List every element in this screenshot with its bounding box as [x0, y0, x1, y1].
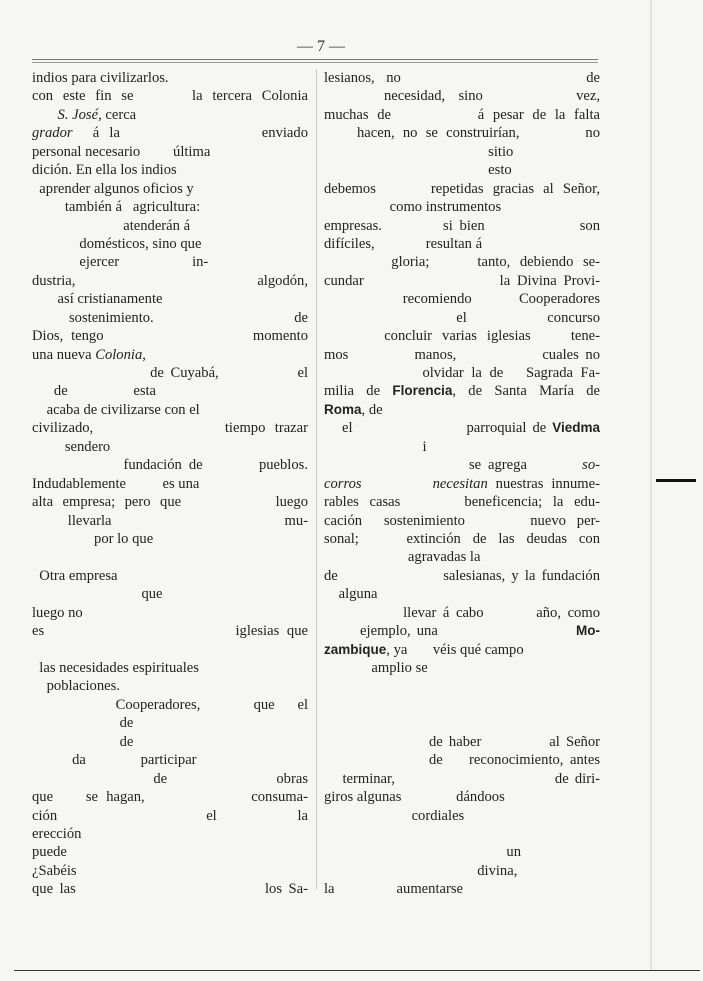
text-line-content: dición. En ella los indios: [32, 161, 308, 179]
text-line: [32, 309, 308, 327]
text-line: [32, 880, 308, 898]
text-line-content: rables casas beneficencia; la edu-: [324, 494, 600, 511]
left-column: [32, 69, 308, 899]
text-line-content: de reconocimiento, antes: [324, 752, 600, 769]
text-line-content: con este fin se la tercera Colonia: [32, 88, 308, 105]
text-line-content: de obras: [32, 770, 308, 787]
text-line: [32, 770, 308, 788]
text-line-content: indios para civilizarlos.: [32, 69, 308, 87]
text-line: [32, 346, 308, 364]
text-line-content: esto: [324, 161, 600, 179]
text-line: [32, 714, 308, 732]
text-line: [324, 843, 600, 861]
text-line-content: S. José, cerca: [32, 106, 308, 124]
text-line-content: personal necesario última: [32, 143, 308, 161]
text-line-content: el concurso: [324, 309, 600, 326]
text-line-content: sonal; extinción de las deudas con: [324, 530, 600, 547]
text-line-content: debemos repetidas gracias al Señor,: [324, 180, 600, 197]
text-line: [324, 530, 600, 548]
text-line-content: las necesidades espirituales: [32, 659, 308, 677]
text-line-content: cundar la Divina Provi-: [324, 272, 600, 289]
header-rule-second: [32, 62, 598, 63]
text-line: [324, 659, 600, 677]
text-line-content: difíciles, resultan á: [324, 235, 600, 253]
text-line-content: de salesianas, y la fundación: [324, 567, 600, 584]
text-line: [32, 530, 308, 548]
text-line-content: poblaciones.: [32, 677, 308, 695]
text-line: [324, 161, 600, 179]
text-line-content: que se hagan, consuma-: [32, 789, 308, 806]
text-line: [324, 69, 600, 87]
text-line: [32, 253, 308, 271]
text-line: [324, 788, 600, 806]
text-line: [32, 696, 308, 714]
text-line: [324, 807, 600, 825]
text-line-content: como instrumentos: [324, 198, 600, 216]
text-line-content: de: [32, 733, 308, 751]
text-line-content: puede: [32, 843, 308, 861]
text-line-content: agravadas la: [324, 548, 600, 566]
text-line-content: ejercer in-: [32, 253, 308, 271]
text-line-content: llevar á cabo año, como: [324, 604, 600, 621]
text-line: [324, 733, 600, 751]
text-line-content: Cooperadores, que el: [32, 696, 308, 713]
footer-rule: [14, 970, 700, 971]
text-line-content: sitio: [324, 143, 600, 161]
text-line: [32, 677, 308, 695]
text-line: [324, 364, 600, 382]
text-line: [32, 161, 308, 179]
text-line-content: milia de Florencia, de Santa María de: [324, 383, 600, 400]
text-line: [32, 585, 308, 603]
text-line: [324, 87, 600, 105]
text-line-content: alta empresa; pero que luego: [32, 494, 308, 511]
text-line-content: gloria; tanto, debiendo se-: [324, 254, 600, 271]
text-line: [32, 401, 308, 419]
text-line-content: Otra empresa: [32, 567, 308, 585]
text-line: [324, 475, 600, 493]
text-line-content: muchas de á pesar de la falta: [324, 106, 600, 123]
text-line-content: dustria, algodón,: [32, 272, 308, 289]
text-line: [32, 604, 308, 622]
text-line: [324, 346, 600, 364]
column-gutter: [316, 69, 317, 889]
header-rule: [32, 59, 598, 60]
text-line-content: atenderán á: [32, 217, 308, 235]
text-line-content: la aumentarse: [324, 880, 600, 898]
text-line-content: de Cuyabá, el: [32, 365, 308, 381]
scan-edge-shadow: [650, 0, 652, 970]
text-line-content: así cristianamente: [32, 290, 308, 308]
text-line: [324, 419, 600, 437]
text-line-content: el parroquial de Viedma: [324, 420, 600, 437]
text-line: [32, 364, 308, 382]
text-line: [324, 641, 600, 659]
text-line: [32, 825, 308, 843]
text-line: [32, 327, 308, 345]
text-line-content: Dios, tengo momento: [32, 328, 308, 345]
text-line: [324, 180, 600, 198]
text-line-content: recomiendo Cooperadores: [324, 291, 600, 308]
text-line-content: olvidar la de Sagrada Fa-: [324, 365, 600, 381]
text-line-content: concluir varias iglesias tene-: [324, 328, 600, 345]
text-line: [324, 567, 600, 585]
text-line: [324, 714, 600, 732]
text-line: [32, 862, 308, 880]
text-line-content: por lo que: [32, 530, 308, 548]
text-line: [324, 696, 600, 714]
text-line: [324, 585, 600, 603]
text-line: [324, 143, 600, 161]
text-line-content: que: [32, 585, 308, 603]
text-line-content: terminar, de diri-: [324, 770, 600, 787]
text-line: [324, 548, 600, 566]
text-line: [324, 880, 600, 898]
text-line-content: i: [324, 438, 600, 456]
text-line-content: una nueva Colonia,: [32, 346, 308, 364]
text-line: [32, 493, 308, 511]
text-line: [32, 512, 308, 530]
text-line-content: que las los Sa-: [32, 881, 308, 898]
text-line-content: ción el la: [32, 807, 308, 824]
text-line: [324, 290, 600, 308]
text-line-content: fundación de pueblos.: [32, 457, 308, 474]
text-line: [32, 622, 308, 640]
text-line: [324, 770, 600, 788]
text-line-content: de esta: [32, 382, 308, 400]
text-line: [32, 272, 308, 290]
text-line-content: corros necesitan nuestras innume-: [324, 475, 600, 492]
text-line: [32, 87, 308, 105]
text-line: [32, 382, 308, 400]
text-line-content: también á agricultura:: [32, 198, 308, 216]
text-line-content: erección: [32, 825, 308, 843]
text-line: [324, 272, 600, 290]
text-line-content: amplio se: [324, 659, 600, 677]
text-line: [324, 604, 600, 622]
text-line: [32, 143, 308, 161]
text-line: [324, 106, 600, 124]
text-line-content: alguna: [324, 585, 600, 603]
text-line: [324, 327, 600, 345]
text-line: [32, 198, 308, 216]
text-line-content: de haber al Señor: [324, 733, 600, 750]
text-line-content: divina,: [324, 862, 600, 880]
text-line: [32, 733, 308, 751]
text-line-content: Roma, de: [324, 401, 600, 419]
text-line: [324, 512, 600, 530]
text-line-content: cordiales: [324, 807, 600, 825]
text-line: [32, 419, 308, 437]
text-line-content: giros algunas dándoos: [324, 788, 600, 806]
text-line-content: es iglesias que: [32, 623, 308, 640]
text-line: [324, 862, 600, 880]
text-line: [32, 235, 308, 253]
text-line-content: domésticos, sino que: [32, 235, 308, 253]
text-line: [324, 217, 600, 235]
text-line: [32, 843, 308, 861]
text-line: [32, 751, 308, 769]
text-line-content: mos manos, cuales no: [324, 346, 600, 363]
text-line: [32, 124, 308, 142]
text-line-content: llevarla mu-: [32, 512, 308, 529]
text-line: [324, 825, 600, 843]
text-line: [324, 438, 600, 456]
text-line-content: un: [324, 843, 600, 861]
text-line-content: sostenimiento. de: [32, 309, 308, 326]
text-line: [324, 253, 600, 271]
text-line-content: necesidad, sino vez,: [324, 88, 600, 105]
text-line: [32, 807, 308, 825]
text-line: [32, 456, 308, 474]
text-line: [32, 659, 308, 677]
text-line-content: Indudablemente es una: [32, 475, 308, 493]
text-line-content: zambique, ya véis qué campo: [324, 641, 600, 659]
text-line-content: se agrega so-: [324, 457, 600, 474]
text-line: [32, 180, 308, 198]
text-line: [32, 217, 308, 235]
text-line: [32, 788, 308, 806]
text-line: [324, 401, 600, 419]
margin-marker: [656, 479, 696, 482]
text-line-content: de: [32, 714, 308, 732]
text-line-content: da participar: [32, 751, 308, 769]
text-line: [324, 456, 600, 474]
text-line-content: grador á la enviado: [32, 125, 308, 142]
text-line-content: aprender algunos oficios y: [32, 180, 308, 198]
text-line: [324, 309, 600, 327]
text-line: [32, 106, 308, 124]
page-number: — 7 —: [297, 38, 345, 55]
text-line: [324, 751, 600, 769]
text-line: [32, 475, 308, 493]
right-column: [324, 69, 600, 899]
text-line: [324, 677, 600, 695]
text-line: [324, 235, 600, 253]
text-line-content: acaba de civilizarse con el: [32, 401, 308, 419]
text-line: [324, 382, 600, 400]
text-line: [32, 641, 308, 659]
text-line: [324, 198, 600, 216]
text-line-content: civilizado, tiempo trazar: [32, 420, 308, 437]
text-line: [32, 567, 308, 585]
text-line-content: hacen, no se construirían, no: [324, 125, 600, 142]
text-line: [32, 438, 308, 456]
text-line: [32, 69, 308, 87]
text-line-content: luego no: [32, 604, 308, 622]
text-line-content: lesianos, no de: [324, 70, 600, 86]
text-line-content: ejemplo, una Mo-: [324, 623, 600, 640]
text-line: [32, 548, 308, 566]
text-line-content: ¿Sabéis: [32, 862, 308, 880]
text-line-content: cación sostenimiento nuevo per-: [324, 512, 600, 529]
text-line: [324, 622, 600, 640]
text-line: [324, 493, 600, 511]
text-line-content: sendero: [32, 438, 308, 456]
text-line: [324, 124, 600, 142]
text-line-content: empresas. si bien son: [324, 217, 600, 234]
text-line: [32, 290, 308, 308]
